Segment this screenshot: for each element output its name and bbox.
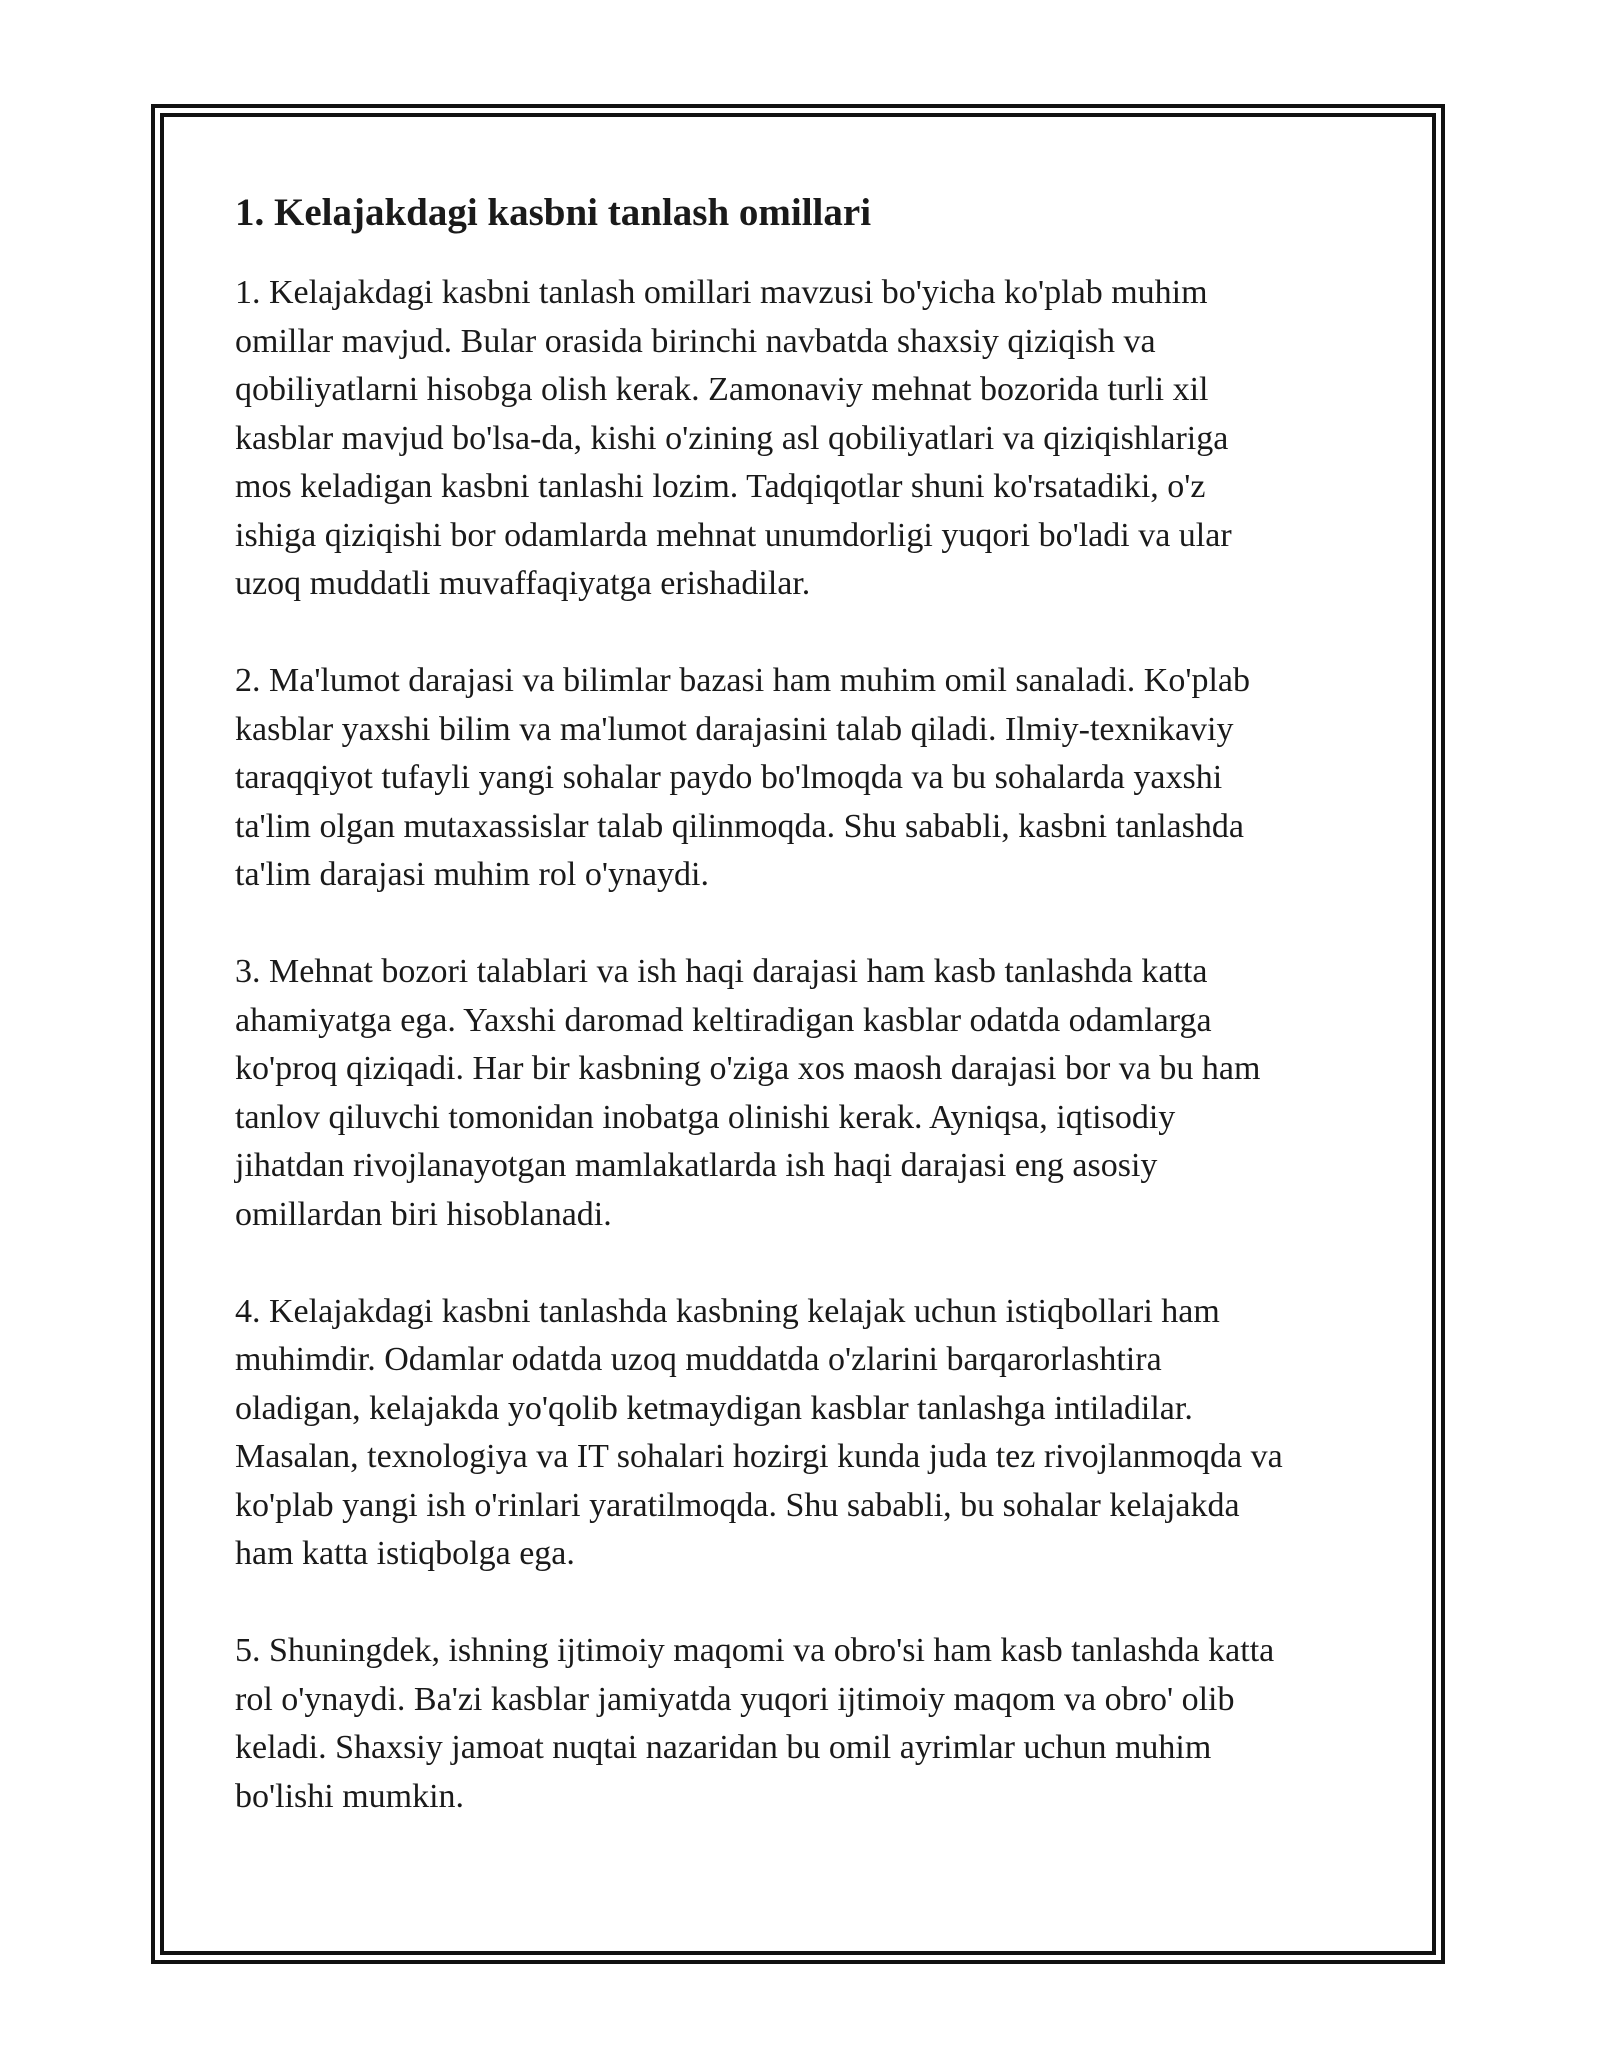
text-line: 3. Mehnat bozori talablari va ish haqi darajasi ham kasb tanlashda katta xyxy=(235,953,1208,990)
text-line: ahamiyatga ega. Yaxshi daromad keltiradigan kasblar odatda odamlarga xyxy=(235,1001,1212,1039)
text-line: ko'plab yangi ish o'rinlari yaratilmoqda. Shu sababli, bu sohalar kelajakda xyxy=(235,1486,1240,1524)
text-line: omillar mavjud. Bular orasida birinchi navbatda shaxsiy qiziqish va xyxy=(235,322,1156,360)
text-line: Masalan, texnologiya va IT sohalari hozirgi kunda juda tez rivojlanmoqda va xyxy=(235,1438,1283,1475)
paragraph-2 xyxy=(235,657,1385,900)
text-line: ishiga qiziqishi bor odamlarda mehnat unumdorligi yuqori bo'ladi va ular xyxy=(235,516,1232,554)
text-line: muhimdir. Odamlar odatda uzoq muddatda o'zlarini barqarorlashtira xyxy=(235,1341,1162,1378)
text-line: rol o'ynaydi. Ba'zi kasblar jamiyatda yuqori ijtimoiy maqom va obro' olib xyxy=(235,1680,1235,1718)
text-line: 5. Shuningdek, ishning ijtimoiy maqomi va obro'si ham kasb tanlashda katta xyxy=(235,1632,1275,1669)
text-line: qobiliyatlarni hisobga olish kerak. Zamonaviy mehnat bozorida turli xil xyxy=(235,371,1209,408)
text-line: 1. Kelajakdagi kasbni tanlash omillari mavzusi bo'yicha ko'plab muhim xyxy=(235,274,1208,311)
text-line: keladi. Shaxsiy jamoat nuqtai nazaridan bu omil ayrimlar uchun muhim xyxy=(235,1729,1212,1766)
paragraph-5 xyxy=(235,1627,1385,1821)
text-line: jihatdan rivojlanayotgan mamlakatlarda ish haqi darajasi eng asosiy xyxy=(235,1147,1158,1184)
text-line: taraqqiyot tufayli yangi sohalar paydo bo'lmoqda va bu sohalarda yaxshi xyxy=(235,759,1223,796)
text-line: omillardan biri hisoblanadi. xyxy=(235,1195,612,1233)
text-line: uzoq muddatli muvaffaqiyatga erishadilar. xyxy=(235,565,811,602)
text-line: ta'lim olgan mutaxassislar talab qilinmoqda. Shu sababli, kasbni tanlashda xyxy=(235,807,1244,845)
text-line: ko'proq qiziqadi. Har bir kasbning o'ziga xos maosh darajasi bor va bu ham xyxy=(235,1050,1261,1087)
text-line: bo'lishi mumkin. xyxy=(235,1777,465,1815)
paragraph-4 xyxy=(235,1288,1385,1579)
text-line: ta'lim darajasi muhim rol o'ynaydi. xyxy=(235,856,709,893)
text-line: oladigan, kelajakda yo'qolib ketmaydigan kasblar tanlashga intiladilar. xyxy=(235,1389,1193,1427)
text-line: 4. Kelajakdagi kasbni tanlashda kasbning kelajak uchun istiqbollari ham xyxy=(235,1292,1220,1330)
text-line: ham katta istiqbolga ega. xyxy=(235,1535,575,1572)
text-line: kasblar yaxshi bilim va ma'lumot darajasini talab qiladi. Ilmiy-texnikaviy xyxy=(235,710,1234,748)
text-line: mos keladigan kasbni tanlashi lozim. Tadqiqotlar shuni ko'rsatadiki, o'z xyxy=(235,468,1206,505)
paragraph-1 xyxy=(235,269,1385,609)
document-body xyxy=(235,183,1385,1821)
page-title: 1. Kelajakdagi kasbni tanlash omillari xyxy=(235,191,872,234)
paragraph-3 xyxy=(235,948,1385,1239)
text-line: kasblar mavjud bo'lsa-da, kishi o'zining asl qobiliyatlari va qiziqishlariga xyxy=(235,419,1229,457)
text-line: 2. Ma'lumot darajasi va bilimlar bazasi ham muhim omil sanaladi. Ko'plab xyxy=(235,662,1251,699)
text-line: tanlov qiluvchi tomonidan inobatga olinishi kerak. Ayniqsa, iqtisodiy xyxy=(235,1098,1176,1136)
